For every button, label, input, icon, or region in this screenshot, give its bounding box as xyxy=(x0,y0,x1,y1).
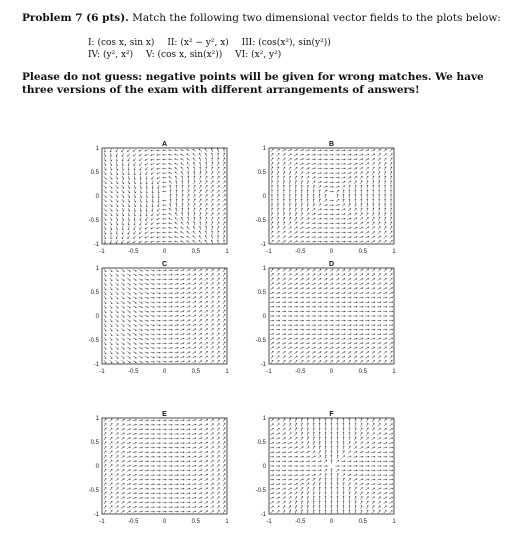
vector-arrow xyxy=(306,483,309,486)
plot-label: B xyxy=(328,141,335,148)
vector-arrow xyxy=(336,199,339,202)
vector-arrow xyxy=(271,419,274,422)
vector-arrows xyxy=(104,269,225,364)
vector-arrow xyxy=(360,217,363,220)
vector-arrow xyxy=(199,240,202,243)
x-tick-label: -1 xyxy=(99,519,105,525)
y-tick-label: 0 xyxy=(95,464,99,470)
plot-label: C xyxy=(161,261,168,268)
vector-arrow xyxy=(133,236,136,239)
vector-arrow xyxy=(211,342,214,345)
vector-arrow xyxy=(318,185,321,188)
plot-frame xyxy=(102,148,227,244)
y-tick-label: -0.5 xyxy=(88,488,99,494)
vector-arrow xyxy=(271,351,274,354)
vector-arrow xyxy=(217,199,220,202)
vector-arrow xyxy=(104,204,107,207)
vector-arrow xyxy=(223,199,226,202)
vector-arrow xyxy=(390,283,393,286)
vector-arrow xyxy=(366,269,369,272)
vector-arrow xyxy=(211,333,214,336)
vector-arrow xyxy=(390,240,393,243)
vector-arrow xyxy=(211,296,214,299)
field-I: I: (cos x, sin x) xyxy=(88,38,155,48)
problem-heading xyxy=(22,12,502,25)
vector-arrow xyxy=(324,460,327,463)
plot-label: F xyxy=(329,411,334,418)
vector-arrow xyxy=(104,185,107,188)
vector-arrow xyxy=(110,195,113,198)
y-tick-label: -1 xyxy=(93,512,99,518)
vector-arrow xyxy=(288,163,291,166)
x-tick-label: -1 xyxy=(266,369,272,375)
quiver-plot xyxy=(88,258,243,376)
vector-arrows xyxy=(104,148,226,243)
vector-arrow xyxy=(271,347,274,350)
vector-arrow xyxy=(312,478,315,481)
vector-arrow xyxy=(372,360,375,363)
vector-arrow xyxy=(294,222,297,225)
y-tick-label: -0.5 xyxy=(88,338,99,344)
vector-arrow xyxy=(116,296,119,299)
vector-arrow xyxy=(312,208,315,211)
x-tick-label: 0.5 xyxy=(191,519,200,525)
vector-arrow xyxy=(390,149,393,152)
vector-arrow xyxy=(181,222,184,225)
y-tick-label: -1 xyxy=(93,362,99,368)
vector-arrow xyxy=(360,172,363,175)
vector-arrow xyxy=(116,278,119,281)
x-tick-label: 0.5 xyxy=(358,249,367,255)
vector-arrow xyxy=(324,190,327,193)
field-II: II: (x² − y², x) xyxy=(167,38,229,48)
vector-arrows xyxy=(104,419,225,514)
vector-arrow xyxy=(211,315,214,318)
plot-panel-b xyxy=(255,138,410,256)
y-tick-label: 1 xyxy=(95,266,99,272)
y-tick-label: 0.5 xyxy=(257,170,266,176)
y-tick-label: 0 xyxy=(95,314,99,320)
y-tick-label: -0.5 xyxy=(88,218,99,224)
field-III: III: (cos(x²), sin(y²)) xyxy=(241,38,331,48)
vector-arrow xyxy=(288,433,291,436)
vector-arrow xyxy=(354,176,357,179)
vector-arrow xyxy=(378,269,381,272)
plot-panel-d xyxy=(255,258,410,376)
vector-arrow xyxy=(211,287,214,290)
plot-panel-c xyxy=(88,258,243,376)
vector-arrows xyxy=(270,418,393,513)
x-tick-label: 0 xyxy=(162,369,167,375)
vector-arrow xyxy=(151,172,154,175)
vector-arrow xyxy=(211,273,214,276)
x-tick-label: 0 xyxy=(162,519,167,525)
vector-arrow xyxy=(277,236,280,239)
vector-arrow xyxy=(211,319,214,322)
vector-arrow xyxy=(282,274,285,277)
vector-arrow xyxy=(116,333,119,336)
quiver-plot xyxy=(88,408,243,526)
vector-arrow xyxy=(116,342,119,345)
vector-arrow xyxy=(324,469,327,472)
vector-arrow xyxy=(294,167,297,170)
vector-arrow xyxy=(390,347,393,350)
vector-arrow xyxy=(116,287,119,290)
vector-arrow xyxy=(223,190,226,193)
vector-arrow xyxy=(127,149,130,152)
vector-arrow xyxy=(378,356,381,359)
vector-arrow xyxy=(175,172,178,175)
vector-arrow xyxy=(116,324,119,327)
y-tick-label: 0 xyxy=(262,194,266,200)
vector-arrow xyxy=(116,305,119,308)
vector-arrow xyxy=(116,292,119,295)
plot-panel-f xyxy=(255,408,410,526)
vector-arrow xyxy=(151,218,154,221)
y-tick-label: -1 xyxy=(260,362,266,368)
x-tick-label: 1 xyxy=(225,249,229,255)
y-tick-label: 1 xyxy=(262,146,266,152)
y-tick-label: -0.5 xyxy=(255,338,266,344)
vector-arrow xyxy=(390,351,393,354)
field-V: V: (cos x, sin(x²)) xyxy=(146,50,223,60)
plot-label: D xyxy=(328,261,335,268)
vector-arrow xyxy=(372,163,375,166)
vector-arrow xyxy=(271,149,274,152)
vector-arrow xyxy=(372,227,375,230)
vector-arrow xyxy=(288,497,291,500)
vector-arrow xyxy=(312,451,315,454)
vector-arrow xyxy=(283,269,286,272)
problem-title: Problem 7 (6 pts). xyxy=(22,12,129,24)
vector-arrow xyxy=(271,283,274,286)
vector-arrow xyxy=(384,356,387,359)
vector-arrow xyxy=(211,310,214,313)
vector-arrow xyxy=(217,190,220,193)
vector-arrow xyxy=(217,195,220,198)
vector-arrow xyxy=(211,356,214,359)
vector-arrow xyxy=(306,176,309,179)
vector-arrow xyxy=(211,324,214,327)
y-tick-label: 0 xyxy=(262,314,266,320)
vector-arrow xyxy=(211,278,214,281)
x-tick-label: 0 xyxy=(329,249,334,255)
vector-arrows xyxy=(271,149,393,243)
quiver-plot xyxy=(88,138,243,256)
vector-arrow xyxy=(211,283,214,286)
vector-arrow xyxy=(223,195,226,198)
vector-arrow xyxy=(271,510,274,513)
vector-arrow xyxy=(223,208,226,211)
x-tick-label: 0.5 xyxy=(191,369,200,375)
vector-arrow xyxy=(145,222,148,225)
vector-arrow xyxy=(193,236,196,239)
vector-arrow xyxy=(283,501,286,504)
vector-arrow xyxy=(318,204,321,207)
vector-arrow xyxy=(116,269,119,272)
vector-arrow xyxy=(384,273,387,276)
plot-frame xyxy=(269,148,394,244)
vector-arrow xyxy=(336,190,339,193)
quiver-plot xyxy=(255,258,410,376)
vector-arrow xyxy=(223,185,226,188)
vector-arrow xyxy=(354,213,357,216)
vector-arrow xyxy=(312,181,315,184)
vector-arrow xyxy=(294,437,297,440)
vector-arrow xyxy=(294,492,297,495)
plot-label: E xyxy=(162,411,167,418)
y-tick-label: -1 xyxy=(260,242,266,248)
vector-arrow xyxy=(300,442,303,445)
vector-arrow xyxy=(300,217,303,220)
vector-arrow xyxy=(104,199,107,202)
quiver-plot xyxy=(255,408,410,526)
plot-label: A xyxy=(161,141,168,148)
x-tick-label: -1 xyxy=(266,249,272,255)
vector-arrow xyxy=(378,231,381,234)
vector-arrow xyxy=(104,181,107,184)
vector-arrow xyxy=(116,301,119,304)
vector-arrow xyxy=(283,158,286,161)
vector-field-list xyxy=(88,37,488,61)
x-tick-label: 0 xyxy=(162,249,167,255)
vector-arrow xyxy=(288,227,291,230)
vector-arrow xyxy=(336,460,339,463)
vector-arrow xyxy=(306,213,309,216)
vector-arrow xyxy=(378,360,381,363)
vector-arrow xyxy=(294,360,297,363)
vector-arrow xyxy=(277,423,280,426)
vector-arrow xyxy=(116,337,119,340)
vector-arrow xyxy=(283,428,286,431)
vector-arrow xyxy=(336,469,339,472)
vector-arrow xyxy=(211,347,214,350)
vector-arrow xyxy=(211,328,214,331)
vector-arrow xyxy=(384,153,387,156)
vector-arrow xyxy=(104,195,107,198)
x-tick-label: 1 xyxy=(392,369,396,375)
x-tick-label: 1 xyxy=(225,519,229,525)
vector-arrow xyxy=(378,274,381,277)
vector-arrow xyxy=(116,310,119,313)
vector-arrow xyxy=(104,208,107,211)
vector-arrow xyxy=(288,360,291,363)
vector-arrow xyxy=(342,185,345,188)
vector-arrow xyxy=(104,190,107,193)
vector-arrow xyxy=(306,446,309,449)
vector-arrow xyxy=(211,337,214,340)
vector-arrow xyxy=(277,153,280,156)
vector-arrow xyxy=(384,236,387,239)
vector-arrow xyxy=(318,455,321,458)
vector-arrow xyxy=(133,154,136,157)
vector-arrow xyxy=(294,269,297,272)
y-tick-label: 1 xyxy=(262,266,266,272)
vector-arrow xyxy=(283,231,286,234)
vector-arrow xyxy=(271,240,274,243)
x-tick-label: -1 xyxy=(99,249,105,255)
y-tick-label: 1 xyxy=(95,416,99,422)
x-tick-label: -0.5 xyxy=(128,369,139,375)
vector-arrow xyxy=(342,204,345,207)
vector-arrows xyxy=(270,269,393,364)
vector-arrow xyxy=(175,218,178,221)
vector-arrow xyxy=(282,356,285,359)
field-IV: IV: (y², x²) xyxy=(88,50,134,60)
y-tick-label: 0.5 xyxy=(90,290,99,296)
vector-arrow xyxy=(300,172,303,175)
problem-instruction: Match the following two dimensional vector fields to the plots below: xyxy=(132,12,501,24)
y-tick-label: -1 xyxy=(93,242,99,248)
vector-arrow xyxy=(110,199,113,202)
vector-arrow xyxy=(116,283,119,286)
vector-arrow xyxy=(211,305,214,308)
vector-arrow xyxy=(378,158,381,161)
vector-arrow xyxy=(110,190,113,193)
x-tick-label: 0.5 xyxy=(191,249,200,255)
plot-panel-e xyxy=(88,408,243,526)
vector-arrow xyxy=(211,301,214,304)
vector-arrow xyxy=(288,269,291,272)
vector-arrow xyxy=(223,204,226,207)
vector-arrow xyxy=(211,360,214,363)
y-tick-label: 0.5 xyxy=(257,290,266,296)
vector-arrow xyxy=(366,167,369,170)
x-tick-label: 0 xyxy=(329,369,334,375)
vector-arrow xyxy=(145,167,148,170)
vector-arrow xyxy=(277,273,280,276)
vector-arrow xyxy=(324,199,327,202)
vector-arrow xyxy=(116,273,119,276)
x-tick-label: 0.5 xyxy=(358,369,367,375)
vector-arrow xyxy=(181,167,184,170)
vector-arrow xyxy=(116,347,119,350)
quiver-plot xyxy=(255,138,410,256)
vector-arrow xyxy=(318,474,321,477)
vector-arrow xyxy=(390,278,393,281)
y-tick-label: 1 xyxy=(95,146,99,152)
x-tick-label: 1 xyxy=(392,249,396,255)
x-tick-label: -1 xyxy=(99,369,105,375)
field-VI: VI: (x², y²) xyxy=(235,50,282,60)
x-tick-label: -0.5 xyxy=(128,519,139,525)
vector-arrow xyxy=(223,181,226,184)
x-tick-label: -0.5 xyxy=(128,249,139,255)
y-tick-label: 0.5 xyxy=(90,440,99,446)
vector-arrow xyxy=(366,222,369,225)
vector-arrow xyxy=(283,360,286,363)
y-tick-label: 0 xyxy=(95,194,99,200)
y-tick-label: -0.5 xyxy=(255,218,266,224)
y-tick-label: 0.5 xyxy=(90,170,99,176)
vector-arrow xyxy=(211,269,214,272)
vector-arrow xyxy=(193,154,196,157)
x-tick-label: 1 xyxy=(225,369,229,375)
vector-arrow xyxy=(366,360,369,363)
x-tick-label: -0.5 xyxy=(295,369,306,375)
vector-arrow xyxy=(116,360,119,363)
vector-arrow xyxy=(116,351,119,354)
vector-arrow xyxy=(116,315,119,318)
vector-arrow xyxy=(211,292,214,295)
vector-arrow xyxy=(372,269,375,272)
vector-arrow xyxy=(116,319,119,322)
vector-arrow xyxy=(271,278,274,281)
vector-arrow xyxy=(348,208,351,211)
vector-arrow xyxy=(348,181,351,184)
x-tick-label: -0.5 xyxy=(295,249,306,255)
vector-arrow xyxy=(116,328,119,331)
vector-arrow xyxy=(211,351,214,354)
plot-panel-a xyxy=(88,138,243,256)
vector-arrow xyxy=(277,506,280,509)
vector-arrow xyxy=(199,149,202,152)
vector-arrow xyxy=(116,356,119,359)
vector-arrow xyxy=(127,240,130,243)
vector-arrow xyxy=(300,487,303,490)
warning-text: Please do not guess: negative points will be given for wrong matches. We have three versions of the exam with different arrangements of answers! xyxy=(22,71,484,96)
vector-arrow xyxy=(277,356,280,359)
